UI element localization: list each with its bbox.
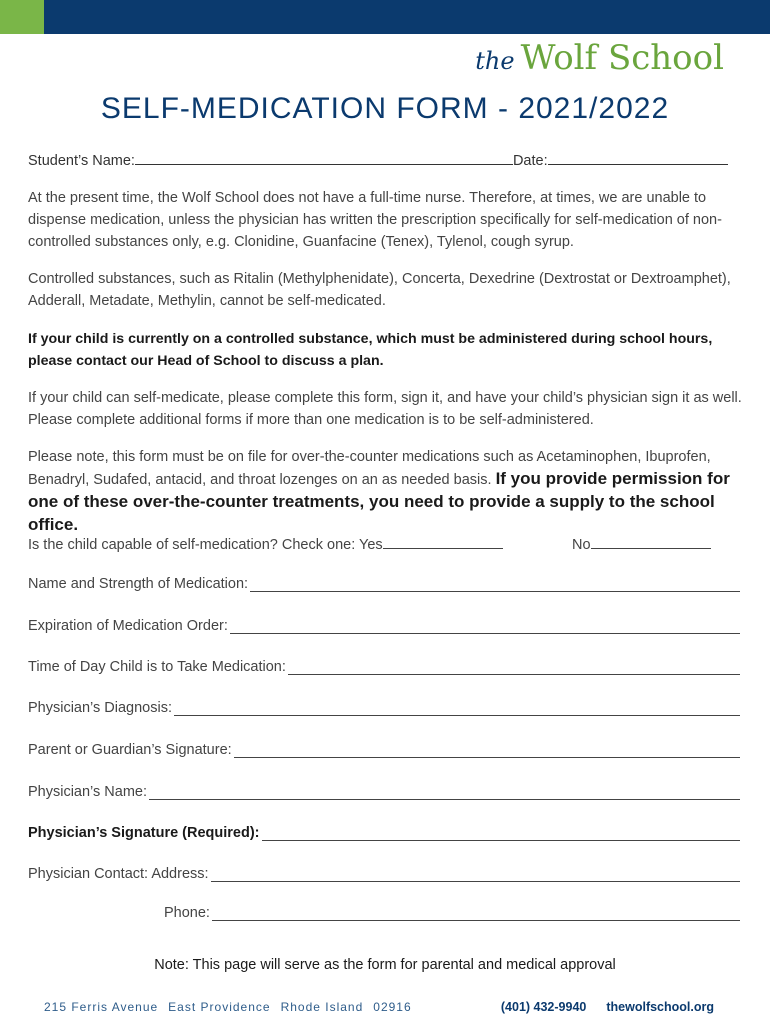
physician-name-row [28, 784, 740, 800]
school-logo [475, 38, 724, 78]
controlled-substances-paragraph: Controlled substances, such as Ritalin (Methylphenidate), Concerta, Dexedrine (Dextrostat or Dextroamphet), Adderall, Metadate, Methylin, cannot be self-medicated. [28, 271, 731, 309]
controlled-substance-notice: If your child is currently on a controlled substance, which must be administered during school hours, please contact our Head of School to discuss a plan. [28, 331, 713, 369]
self-medicate-instructions: If your child can self-medicate, please complete this form, sign it, and have your child’s physician sign it as well. Please complete additional forms if more than one medication is to be self-administered. [28, 390, 742, 428]
footer-state: Rhode Island [280, 1000, 364, 1014]
no-label: No [572, 537, 591, 553]
student-name-label: Student’s Name: [28, 153, 135, 169]
logo-the: the [475, 47, 515, 75]
medication-field[interactable] [250, 577, 740, 592]
header-accent-green [0, 0, 44, 34]
footer-contact [481, 1000, 714, 1014]
address-field[interactable] [211, 867, 740, 882]
parent-signature-label: Parent or Guardian’s Signature: [28, 742, 232, 758]
parent-signature-row [28, 742, 740, 758]
no-option [572, 536, 711, 553]
self-medication-check [28, 536, 740, 553]
approval-note: Note: This page will serve as the form for parental and medical approval [154, 957, 616, 973]
footer-address [44, 1000, 422, 1014]
capable-question: Is the child capable of self-medication? Check one: Yes [28, 537, 383, 553]
address-row [28, 866, 740, 882]
address-label: Physician Contact: Address: [28, 866, 209, 882]
date-label: Date: [512, 153, 548, 169]
medication-row [28, 576, 740, 592]
expiration-field[interactable] [230, 619, 740, 634]
otc-text: Please note, this form must be on file for over-the-counter medications such as Acetaminophen, Ibuprofen, Benadryl, Sudafed, antacid, and throat lozenges on an as needed basis. [28, 449, 711, 488]
time-of-day-label: Time of Day Child is to Take Medication: [28, 659, 286, 675]
diagnosis-field[interactable] [174, 701, 740, 716]
yes-field[interactable] [383, 536, 503, 549]
footer-city: East Providence [168, 1000, 271, 1014]
diagnosis-label: Physician’s Diagnosis: [28, 700, 172, 716]
date-field[interactable] [548, 152, 728, 165]
phone-label: Phone: [164, 905, 210, 921]
expiration-row [28, 618, 740, 634]
no-field[interactable] [591, 536, 711, 549]
footer-phone: (401) 432-9940 [500, 1000, 587, 1014]
time-of-day-row [28, 659, 740, 675]
physician-name-label: Physician’s Name: [28, 784, 148, 800]
header-bar [44, 0, 770, 34]
diagnosis-row [28, 700, 740, 716]
footer-zip: 02916 [373, 1000, 412, 1014]
student-name-field[interactable] [135, 152, 513, 165]
student-line [28, 152, 728, 169]
footer-street: 215 Ferris Avenue [44, 1000, 159, 1014]
physician-signature-field[interactable] [262, 826, 740, 841]
expiration-label: Expiration of Medication Order: [28, 618, 228, 634]
intro-paragraph: At the present time, the Wolf School does not have a full-time nurse. Therefore, at times, we are unable to dispense medication, unless the physician has written the prescription specifically for self-medication of non-controlled substances only, e.g. Clonidine, Guanfacine (Tenex), Tylenol, cough syrup. [28, 190, 722, 250]
medication-label: Name and Strength of Medication: [28, 576, 249, 592]
otc-paragraph [28, 446, 744, 537]
physician-signature-row [28, 825, 740, 841]
logo-name: Wolf School [520, 38, 724, 78]
otc-supply-notice: If you provide permission for one of these over-the-counter treatments, you need to provide a supply to the school office. [28, 469, 730, 534]
phone-field[interactable] [212, 906, 740, 921]
phone-row [164, 905, 740, 921]
form-title: SELF-MEDICATION FORM - 2021/2022 [100, 92, 670, 125]
physician-name-field[interactable] [149, 785, 740, 800]
time-of-day-field[interactable] [288, 660, 740, 675]
physician-signature-label: Physician’s Signature (Required): [28, 825, 260, 841]
footer-website[interactable]: thewolfschool.org [606, 1000, 714, 1014]
parent-signature-field[interactable] [234, 743, 740, 758]
